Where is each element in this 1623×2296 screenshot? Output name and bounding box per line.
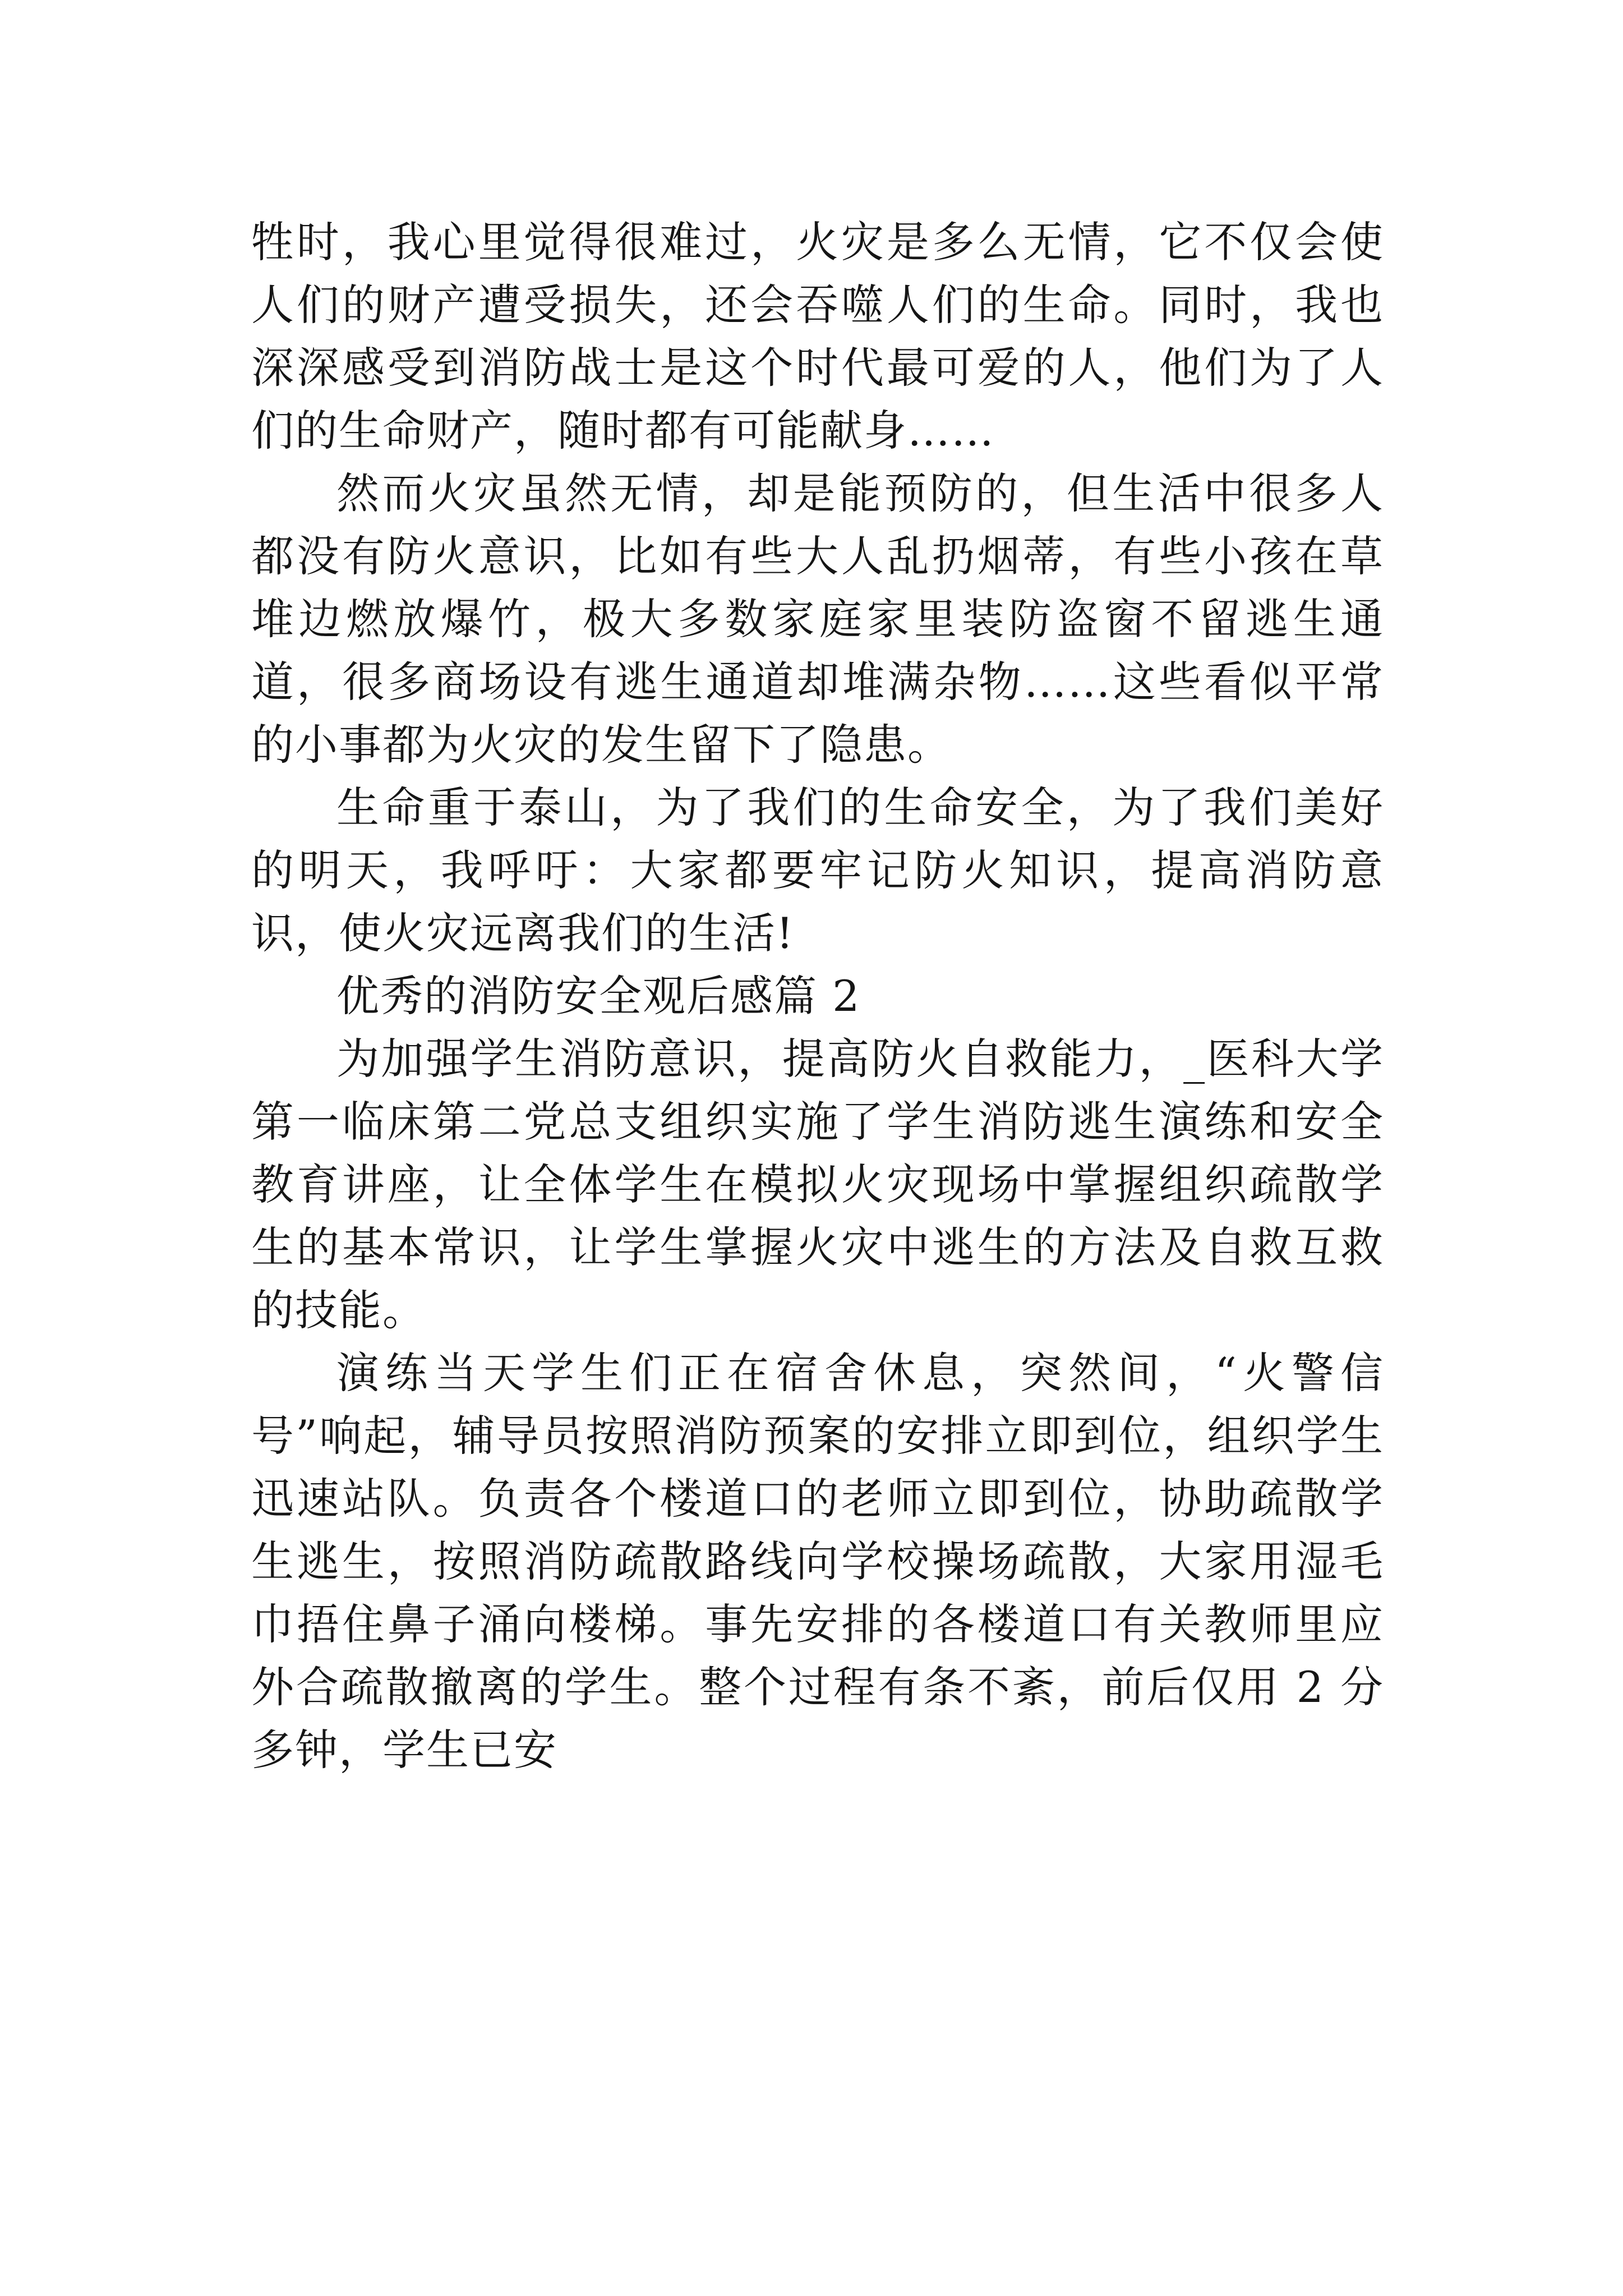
paragraph-1: 牲时，我心里觉得很难过，火灾是多么无情，它不仅会使人们的财产遭受损失，还会吞噬人们的生命。同时，我也深深感受到消防战士是这个时代最可爱的人，他们为了人们的生命财产，随时都有可能献身…… bbox=[251, 217, 1384, 455]
paragraph-4: 为加强学生消防意识，提高防火自救能力，_医科大学第一临床第二党总支组织实施了学生消防逃生演练和安全教育讲座，让全体学生在模拟火灾现场中掌握组织疏散学生的基本常识，让学生掌握火灾中逃生的方法及自救互救的技能。 bbox=[251, 1034, 1384, 1335]
paragraph-2: 然而火灾虽然无情，却是能预防的，但生活中很多人都没有防火意识，比如有些大人乱扔烟蒂，有些小孩在草堆边燃放爆竹，极大多数家庭家里装防盗窗不留逃生通道，很多商场设有逃生通道却堆满杂物……这些看似平常的小事都为火灾的发生留下了隐患。 bbox=[251, 468, 1384, 770]
paragraph-5: 演练当天学生们正在宿舍休息，突然间，“火警信号”响起，辅导员按照消防预案的安排立即到位，组织学生迅速站队。负责各个楼道口的老师立即到位，协助疏散学生逃生，按照消防疏散路线向学校操场疏散，大家用湿毛巾捂住鼻子涌向楼梯。事先安排的各楼道口有关教师里应外合疏散撤离的学生。整个过程有条不紊，前后仅用 2 分多钟，学生已安 bbox=[251, 1348, 1384, 1775]
paragraph-3: 生命重于泰山，为了我们的生命安全，为了我们美好的明天，我呼吁：大家都要牢记防火知识，提高消防意识，使火灾远离我们的生活! bbox=[251, 783, 1384, 958]
document-body bbox=[251, 211, 1384, 1782]
section-heading: 优秀的消防安全观后感篇 2 bbox=[336, 971, 861, 1021]
